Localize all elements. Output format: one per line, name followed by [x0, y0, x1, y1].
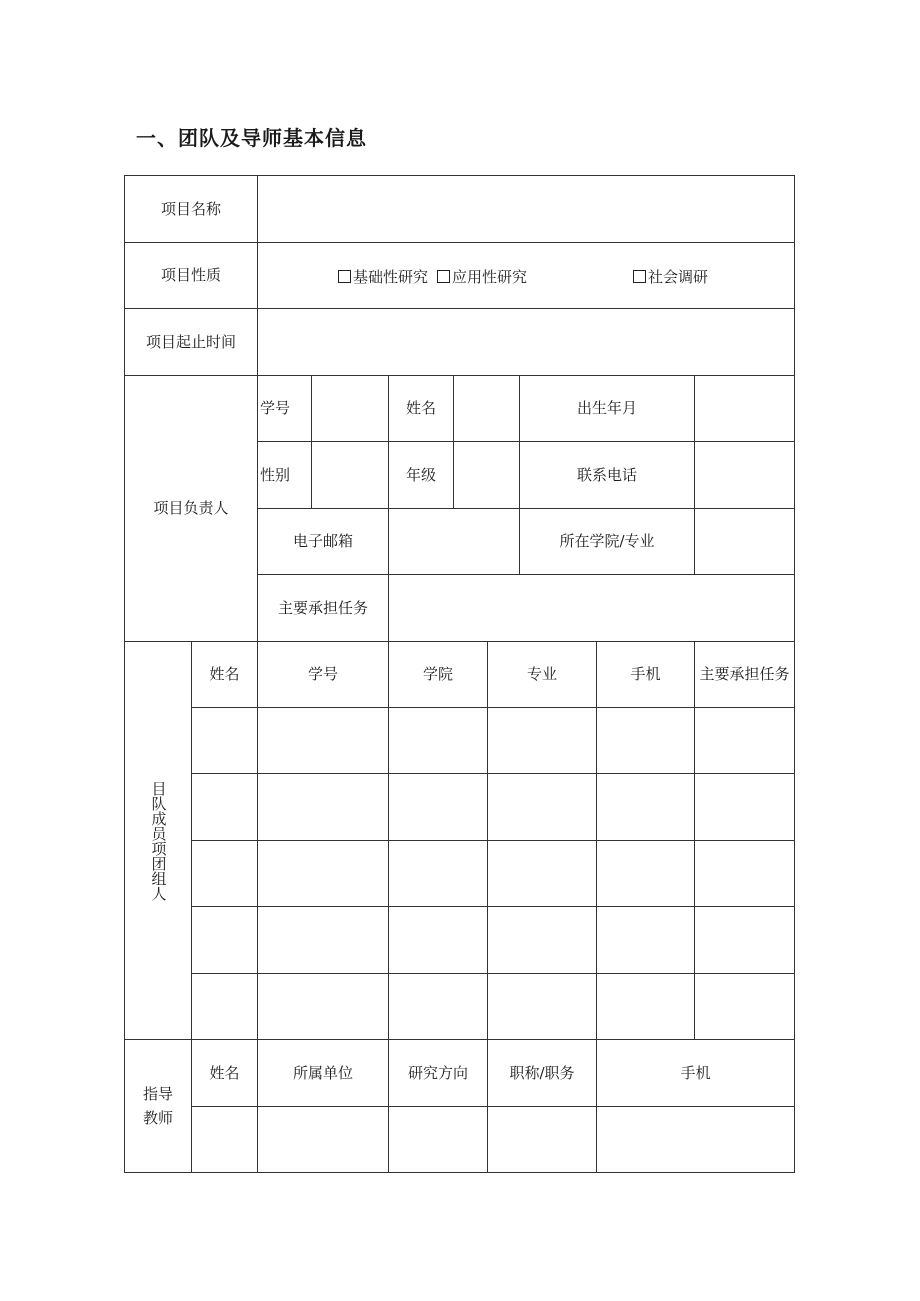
- member-cell[interactable]: [596, 773, 695, 841]
- member-cell[interactable]: [191, 707, 258, 774]
- members-header-major: 专业: [487, 641, 597, 708]
- project-nature-label: 项目性质: [124, 242, 258, 309]
- project-name-field[interactable]: [257, 175, 795, 243]
- leader-grade-field[interactable]: [453, 441, 520, 509]
- member-cell[interactable]: [388, 773, 488, 841]
- members-header-student-id: 学号: [257, 641, 389, 708]
- member-cell[interactable]: [257, 840, 389, 907]
- advisor-header-name: 姓名: [191, 1039, 258, 1107]
- leader-student-id-label: 学号: [257, 375, 312, 442]
- advisor-header-research: 研究方向: [388, 1039, 488, 1107]
- leader-student-id-field[interactable]: [311, 375, 389, 442]
- leader-name-label: 姓名: [388, 375, 454, 442]
- members-header-name: 姓名: [191, 641, 258, 708]
- nature-option-survey[interactable]: 社会调研: [633, 266, 708, 287]
- leader-grade-label: 年级: [388, 441, 454, 509]
- advisor-cell[interactable]: [257, 1106, 389, 1173]
- member-cell[interactable]: [694, 840, 795, 907]
- member-cell[interactable]: [596, 707, 695, 774]
- advisor-header-title: 职称/职务: [487, 1039, 597, 1107]
- members-header-phone: 手机: [596, 641, 695, 708]
- member-cell[interactable]: [487, 773, 597, 841]
- member-cell[interactable]: [388, 906, 488, 974]
- nature-option-applied[interactable]: 应用性研究: [437, 266, 527, 287]
- member-cell[interactable]: [191, 973, 258, 1040]
- members-section-label: [124, 641, 192, 1040]
- member-cell[interactable]: [388, 707, 488, 774]
- member-cell[interactable]: [388, 840, 488, 907]
- member-cell[interactable]: [694, 973, 795, 1040]
- leader-birth-label: 出生年月: [519, 375, 695, 442]
- checkbox-icon: [633, 270, 646, 283]
- member-cell[interactable]: [596, 840, 695, 907]
- member-cell[interactable]: [694, 773, 795, 841]
- checkbox-icon: [437, 270, 450, 283]
- member-cell[interactable]: [257, 773, 389, 841]
- duration-field[interactable]: [257, 308, 795, 376]
- leader-gender-label: 性别: [257, 441, 312, 509]
- leader-birth-field[interactable]: [694, 375, 795, 442]
- member-cell[interactable]: [191, 840, 258, 907]
- members-header-college: 学院: [388, 641, 488, 708]
- advisor-section-label: [124, 1039, 192, 1173]
- member-cell[interactable]: [694, 906, 795, 974]
- advisor-section-label-text: 指导教师: [142, 1085, 173, 1127]
- member-cell[interactable]: [596, 973, 695, 1040]
- leader-main-task-label: 主要承担任务: [257, 574, 389, 642]
- members-section-label-text: 目队成员项团组人: [149, 780, 168, 901]
- member-cell[interactable]: [487, 973, 597, 1040]
- member-cell[interactable]: [191, 906, 258, 974]
- nature-option-basic[interactable]: 基础性研究: [338, 266, 428, 287]
- team-info-table: [124, 175, 795, 1173]
- advisor-cell[interactable]: [191, 1106, 258, 1173]
- section-heading: 一、团队及导师基本信息: [136, 126, 367, 150]
- member-cell[interactable]: [487, 906, 597, 974]
- advisor-cell[interactable]: [487, 1106, 597, 1173]
- leader-college-major-field[interactable]: [694, 508, 795, 575]
- member-cell[interactable]: [257, 906, 389, 974]
- member-cell[interactable]: [388, 973, 488, 1040]
- member-cell[interactable]: [191, 773, 258, 841]
- member-cell[interactable]: [257, 973, 389, 1040]
- leader-email-label: 电子邮箱: [257, 508, 389, 575]
- leader-gender-field[interactable]: [311, 441, 389, 509]
- members-header-task: 主要承担任务: [694, 641, 795, 708]
- member-cell[interactable]: [487, 840, 597, 907]
- project-name-label: 项目名称: [124, 175, 258, 243]
- member-cell[interactable]: [596, 906, 695, 974]
- member-cell[interactable]: [694, 707, 795, 774]
- duration-label: 项目起止时间: [124, 308, 258, 376]
- checkbox-icon: [338, 270, 351, 283]
- advisor-header-unit: 所属单位: [257, 1039, 389, 1107]
- member-cell[interactable]: [487, 707, 597, 774]
- leader-main-task-field[interactable]: [388, 574, 795, 642]
- leader-section-label: 项目负责人: [124, 375, 258, 642]
- advisor-header-phone: 手机: [596, 1039, 795, 1107]
- advisor-cell[interactable]: [596, 1106, 795, 1173]
- leader-college-major-label: 所在学院/专业: [519, 508, 695, 575]
- leader-name-field[interactable]: [453, 375, 520, 442]
- advisor-cell[interactable]: [388, 1106, 488, 1173]
- leader-email-field[interactable]: [388, 508, 520, 575]
- member-cell[interactable]: [257, 707, 389, 774]
- leader-phone-label: 联系电话: [519, 441, 695, 509]
- leader-phone-field[interactable]: [694, 441, 795, 509]
